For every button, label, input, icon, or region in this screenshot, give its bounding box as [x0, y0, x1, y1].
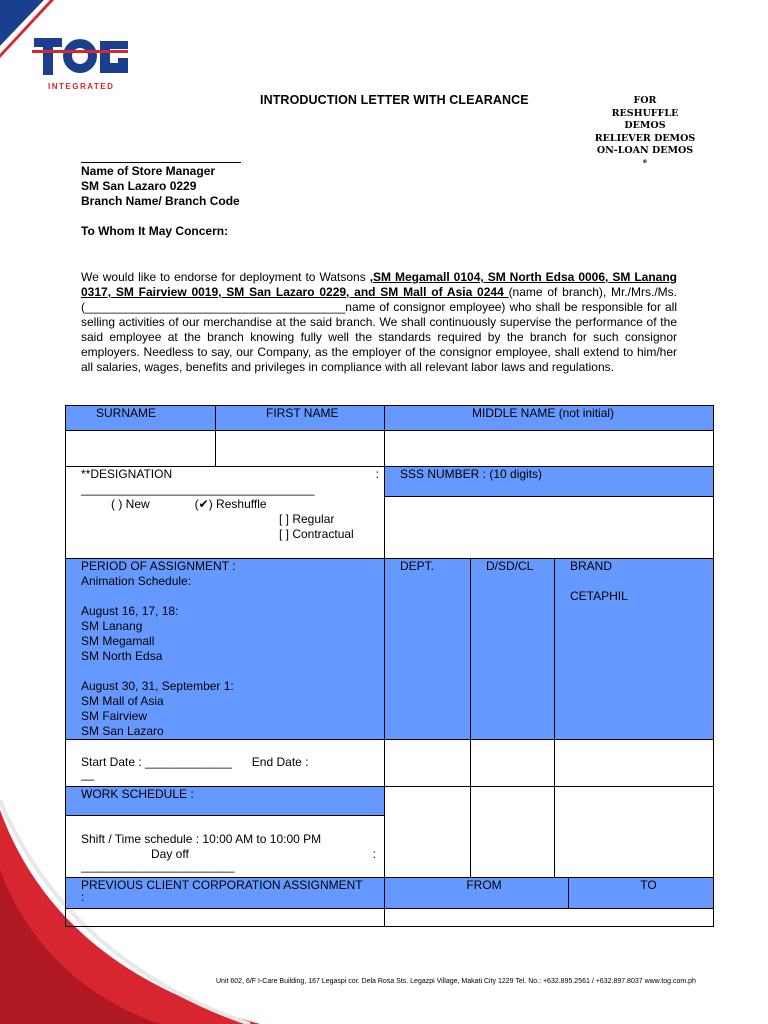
addressee-branch: SM San Lazaro 0229	[81, 179, 197, 193]
new-checkbox[interactable]: ( ) New	[111, 497, 150, 511]
dept-input[interactable]	[385, 740, 471, 787]
addressee-block	[81, 164, 240, 239]
period-label: PERIOD OF ASSIGNMENT :	[81, 559, 236, 573]
surname-header: SURNAME	[66, 406, 216, 431]
schedule-dates: August 16, 17, 18:	[81, 604, 179, 618]
brand-header: BRAND	[570, 559, 613, 573]
animation-schedule-label: Animation Schedule:	[81, 574, 192, 588]
schedule-store: SM North Edsa	[81, 649, 163, 663]
employee-form-table	[65, 405, 714, 927]
dept-schedule-input[interactable]	[385, 787, 471, 878]
dsdcl-header: D/SD/CL	[471, 559, 555, 740]
middle-name-input[interactable]	[385, 431, 714, 467]
end-date-field[interactable]: End Date :	[251, 755, 309, 769]
body-paragraph	[81, 270, 677, 375]
middle-name-note: (not initial)	[558, 406, 615, 420]
work-schedule-header: WORK SCHEDULE :	[66, 787, 385, 816]
body-intro: We would like to endorse for deployment to Watsons	[81, 270, 370, 284]
brand-cell	[555, 559, 714, 740]
start-date-field[interactable]: Start Date : _____________	[81, 755, 232, 769]
footer-address: Unit 602, 6/F I-Care Building, 167 Legaspi cor. Dela Rosa Sts. Legazpi Village, Makati City 1229 Tel. No.: +632.895.2561 / +632.897.8037 www.tog.com.ph	[216, 978, 696, 985]
stamp-line: RELIEVER DEMOS	[594, 132, 696, 144]
from-header: FROM	[385, 878, 569, 909]
to-header: TO	[569, 878, 714, 909]
dsdcl-schedule-input[interactable]	[471, 787, 555, 878]
schedule-dates: August 30, 31, September 1:	[81, 679, 234, 693]
day-off-colon: :	[372, 847, 376, 861]
designation-options	[81, 497, 384, 512]
dsdcl-input[interactable]	[471, 740, 555, 787]
signature-line	[81, 162, 241, 163]
middle-name-label: MIDDLE NAME	[472, 406, 556, 420]
middle-name-header	[385, 406, 714, 431]
period-of-assignment-cell	[66, 559, 385, 740]
logo-subtitle: INTEGRATED	[48, 82, 115, 91]
stamp-line: ON-LOAN DEMOS	[596, 145, 694, 156]
schedule-store: SM Fairview	[81, 709, 148, 723]
stamp-line: e	[643, 157, 647, 165]
salutation: To Whom It May Concern:	[81, 224, 229, 238]
start-end-date-cell	[66, 740, 385, 787]
brand-input[interactable]	[555, 740, 714, 787]
from-to-input[interactable]	[385, 909, 714, 927]
sss-number-header: SSS NUMBER : (10 digits)	[385, 467, 714, 497]
document-title: INTRODUCTION LETTER WITH CLEARANCE	[260, 93, 529, 107]
first-name-input[interactable]	[216, 431, 385, 467]
schedule-store: SM Megamall	[81, 634, 155, 648]
addressee-branch-label: Branch Name/ Branch Code	[81, 194, 240, 208]
designation-line: ___________________________________	[81, 482, 315, 496]
previous-client-header	[66, 878, 385, 909]
shift-schedule-cell	[66, 816, 385, 878]
body-branches: ,SM Megamall 0104, SM North Edsa 0006, SM Lanang 0317, SM Fairview 0019, SM San Lazaro 0229, and SM Mall of Asia 0244	[81, 270, 677, 299]
previous-client-input[interactable]	[66, 909, 385, 927]
shift-time-field[interactable]: Shift / Time schedule : 10:00 AM to 10:00 PM	[81, 832, 322, 846]
body-rest: (name of branch), Mr./Mrs./Ms. (_______________________________________name of consignor employee) who shall be responsible for all selling activities of our merchandise at the said branch. We shall continuously supervise the performance of the said employee at the branch knowing fully well the standards required by the branch for such consignor employers. Needless to say, our Company, as the employer of the consignor employee, shall extend to him/her all salaries, wages, benefits and privileges in compliance with all relevant labor laws and regulations.	[81, 285, 677, 374]
regular-checkbox[interactable]: [ ] Regular	[279, 512, 335, 526]
brand-value: CETAPHIL	[570, 589, 628, 603]
addressee-name: Name of Store Manager	[81, 164, 216, 178]
designation-colon: :	[375, 467, 379, 481]
sss-number-input[interactable]	[385, 497, 714, 559]
contractual-checkbox[interactable]: [ ] Contractual	[279, 527, 354, 541]
brand-schedule-input[interactable]	[555, 787, 714, 878]
company-logo	[30, 36, 130, 96]
designation-cell	[66, 467, 385, 559]
stamp-line: FOR	[633, 95, 657, 106]
previous-client-label: PREVIOUS CLIENT CORPORATION ASSIGNMENT	[81, 878, 363, 892]
schedule-store: SM Lanang	[81, 619, 143, 633]
stamp	[590, 95, 700, 165]
surname-input[interactable]	[66, 431, 216, 467]
reshuffle-checkbox[interactable]: (✔) Reshuffle	[194, 497, 267, 511]
start-date-underline: __	[81, 767, 95, 781]
stamp-line: RESHUFFLE DEMOS	[611, 107, 679, 131]
dept-header: DEPT.	[385, 559, 471, 740]
first-name-header: FIRST NAME	[216, 406, 385, 431]
day-off-label: Day off	[151, 847, 189, 861]
schedule-store: SM Mall of Asia	[81, 694, 164, 708]
schedule-store: SM San Lazaro	[81, 724, 164, 738]
previous-client-colon: :	[81, 890, 85, 904]
designation-label: **DESIGNATION	[81, 467, 173, 481]
shift-underline: _______________________	[81, 859, 235, 873]
